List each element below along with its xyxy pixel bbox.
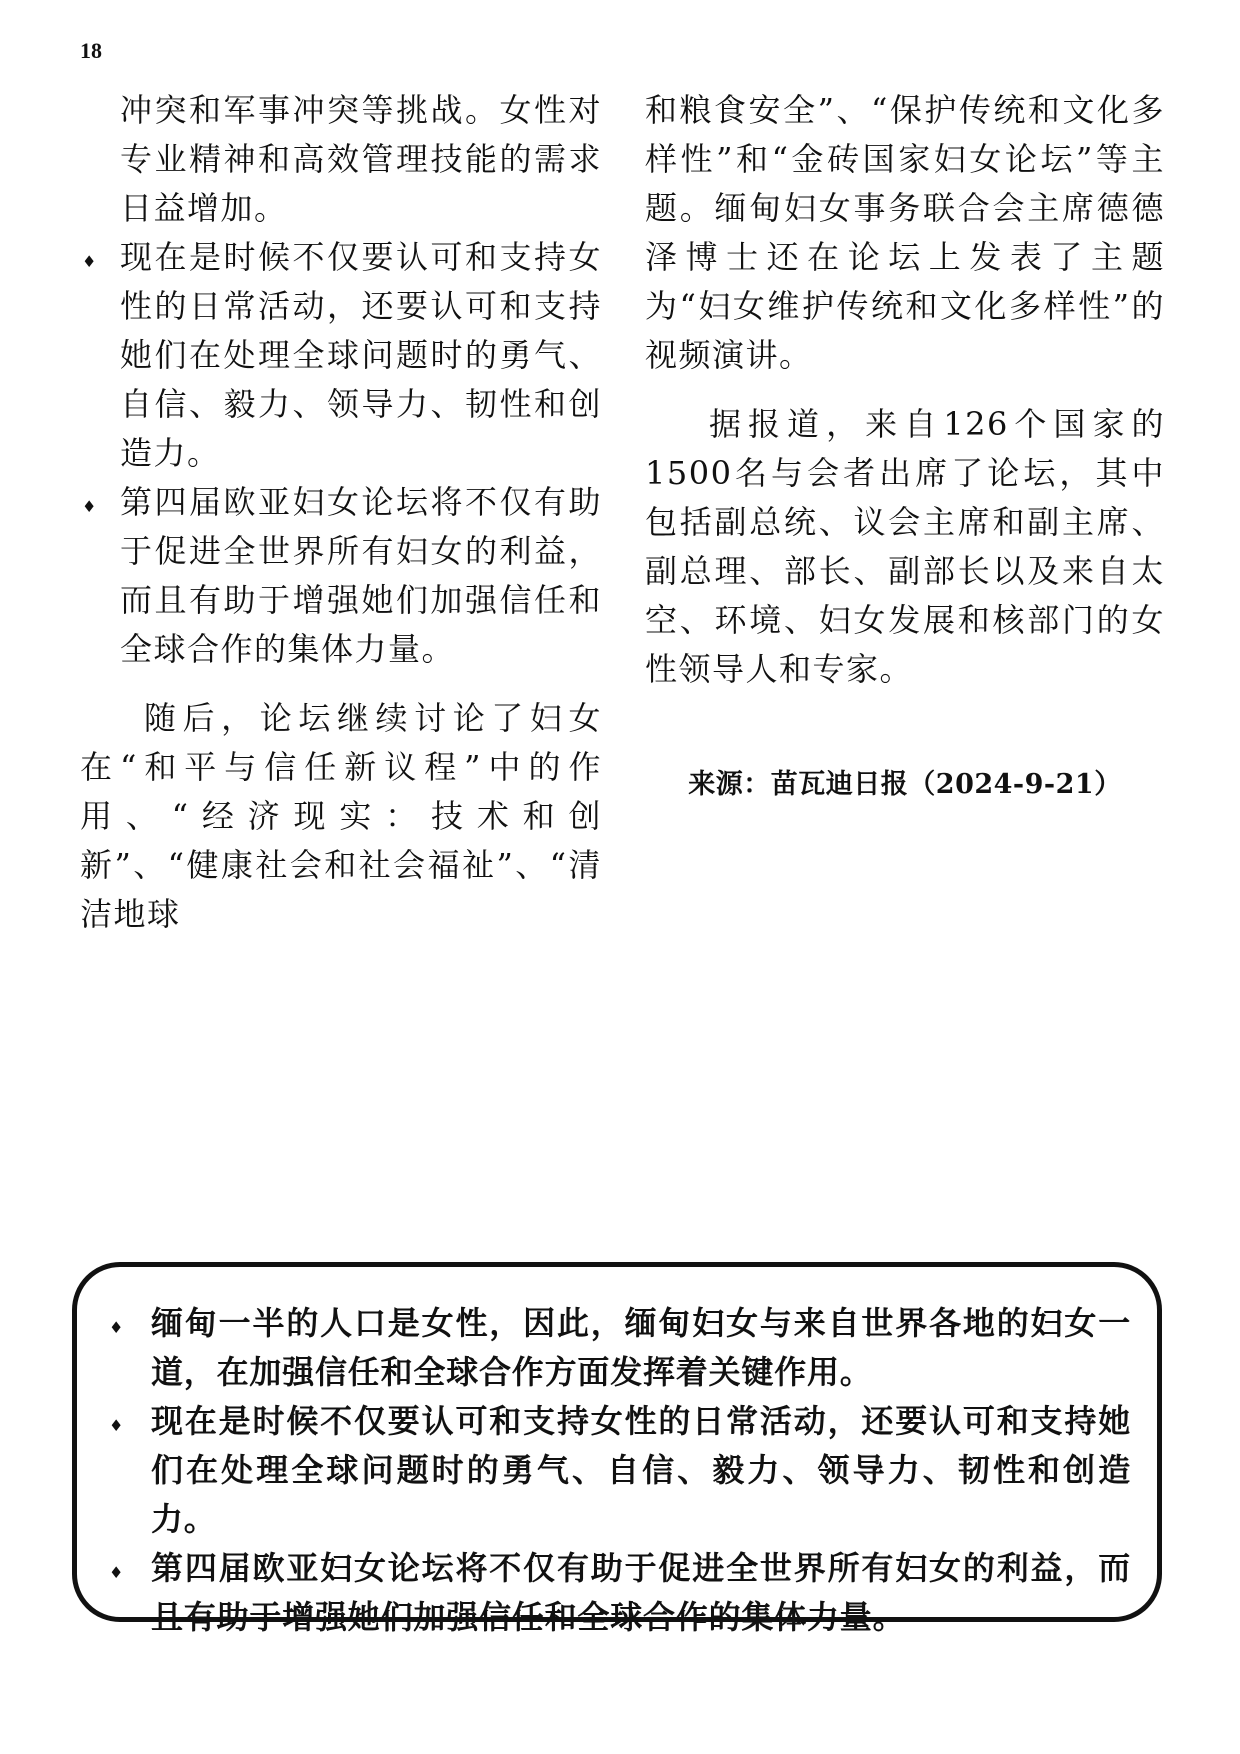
left-column xyxy=(80,86,602,939)
list-item xyxy=(80,233,602,478)
diamond-bullet-icon: ♦ xyxy=(82,252,98,271)
bullet-text: 现在是时候不仅要认可和支持女性的日常活动，还要认可和支持她们在处理全球问题时的勇气、自信、毅力、领导力、韧性和创造力。 xyxy=(120,238,602,472)
diamond-bullet-icon: ♦ xyxy=(109,1318,125,1337)
diamond-bullet-icon: ♦ xyxy=(109,1563,125,1582)
source-citation: 来源：苗瓦迪日报（2024-9-21） xyxy=(688,769,1122,800)
forum-discussion-paragraph: 随后，论坛继续讨论了妇女在“和平与信任新议程”中的作用、“经济现实：技术和创新”、“健康社会和社会福祉”、“清洁地球 xyxy=(80,699,602,933)
bullet-text: 第四届欧亚妇女论坛将不仅有助于促进全世界所有妇女的利益，而且有助于增强她们加强信任和全球合作的集体力量。 xyxy=(120,483,602,668)
list-item xyxy=(80,478,602,674)
summary-text: 现在是时候不仅要认可和支持女性的日常活动，还要认可和支持她们在处理全球问题时的勇气、自信、毅力、领导力、韧性和创造力。 xyxy=(151,1402,1131,1538)
summary-box xyxy=(72,1262,1162,1636)
summary-text: 第四届欧亚妇女论坛将不仅有助于促进全世界所有妇女的利益，而且有助于增强她们加强信任和全球合作的集体力量。 xyxy=(151,1549,1131,1636)
summary-text: 缅甸一半的人口是女性，因此，缅甸妇女与来自世界各地的妇女一道，在加强信任和全球合作方面发挥着关键作用。 xyxy=(151,1304,1131,1391)
list-item xyxy=(107,1544,1131,1642)
page-number: 18 xyxy=(80,38,102,63)
topics-continuation: 和粮食安全”、“保护传统和文化多样性”和“金砖国家妇女论坛”等主题。缅甸妇女事务联合会主席德德泽博士还在论坛上发表了主题为“妇女维护传统和文化多样性”的视频演讲。 xyxy=(645,91,1165,374)
list-item xyxy=(107,1299,1131,1397)
diamond-bullet-icon: ♦ xyxy=(109,1416,125,1435)
summary-bullet-list xyxy=(107,1299,1131,1642)
right-column xyxy=(645,86,1165,809)
attendance-paragraph: 据报道，来自126个国家的1500名与会者出席了论坛，其中包括副总统、议会主席和副主席、副总理、部长、副部长以及来自太空、环境、妇女发展和核部门的女性领导人和专家。 xyxy=(645,405,1165,688)
left-bullet-list xyxy=(80,233,602,674)
diamond-bullet-icon: ♦ xyxy=(82,497,98,516)
intro-continuation: 冲突和军事冲突等挑战。女性对专业精神和高效管理技能的需求日益增加。 xyxy=(120,91,602,227)
list-item xyxy=(107,1397,1131,1544)
